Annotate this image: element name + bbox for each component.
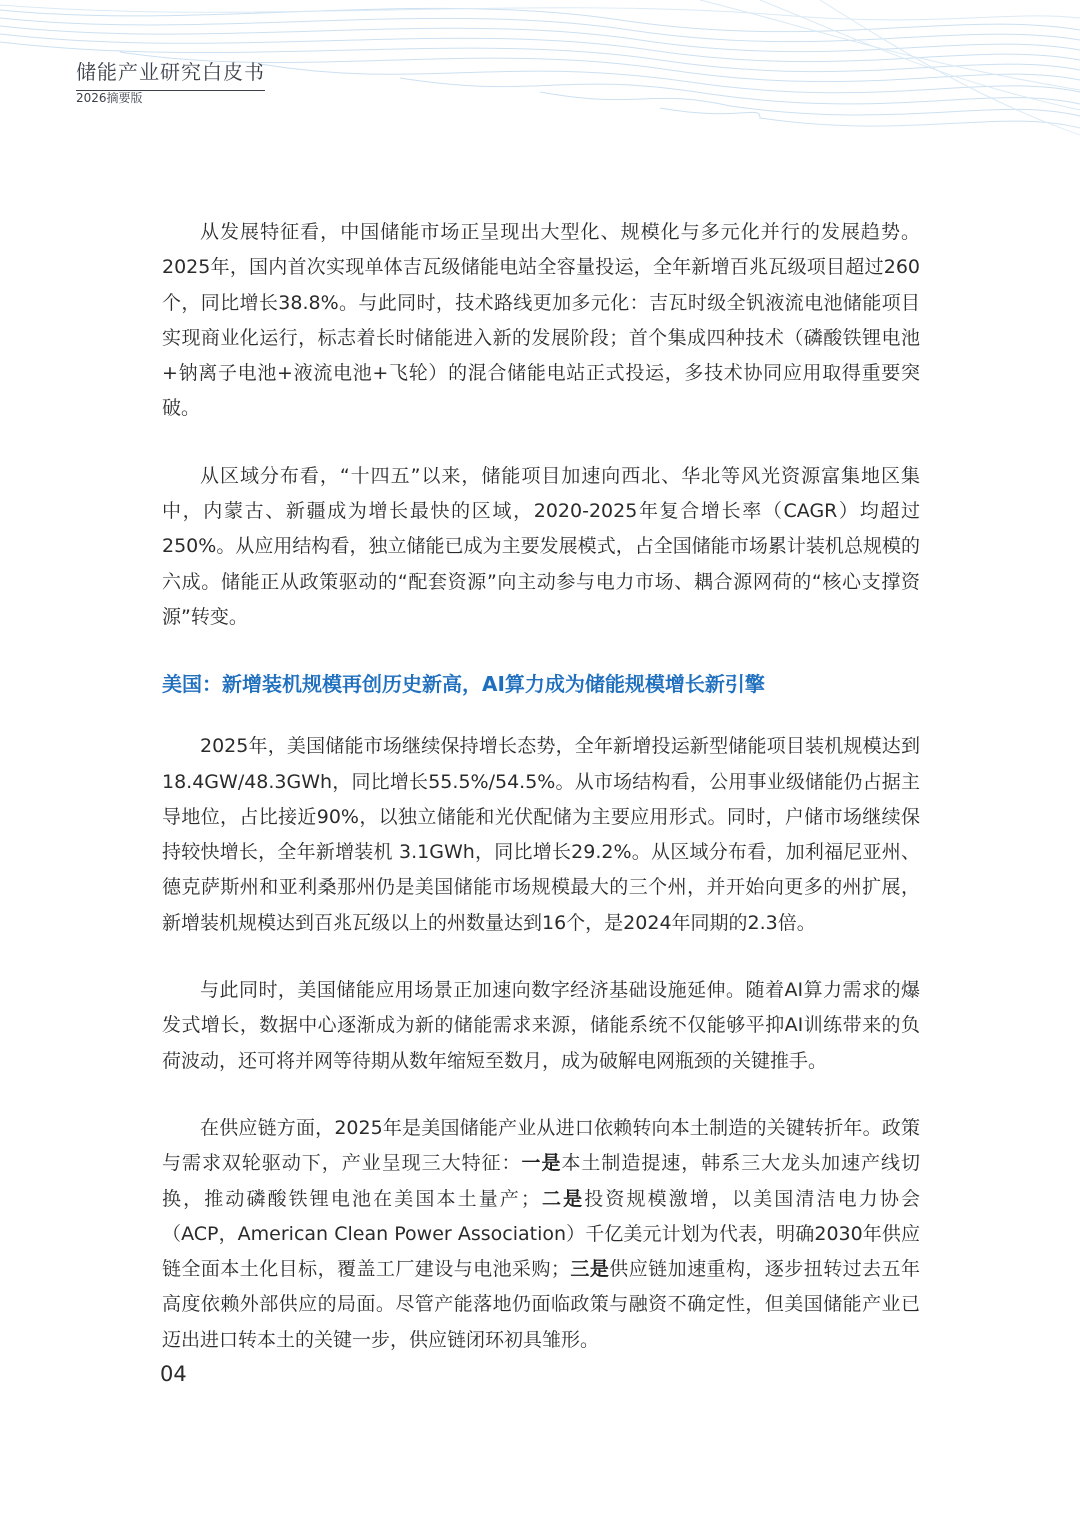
feature-one-text: 本土制造提速，韩系三大龙头加速产线切换，推动磷酸铁锂电池在美国本土量产； [162, 1152, 920, 1210]
main-content [162, 215, 920, 1390]
paragraph-us-market: 2025年，美国储能市场继续保持增长态势，全年新增投运新型储能项目装机规模达到18.4GW/48.3GWh，同比增长55.5%/54.5%。从市场结构看，公用事业级储能仍占据主导地位，占比接近90%，以独立储能和光伏配储为主要应用形式。同时，户储市场继续保持较快增长，全年新增装机 3.1GWh，同比增长29.2%。从区域分布看，加利福尼亚州、德克萨斯州和亚利桑那州仍是美国储能市场规模最大的三个州，并开始向更多的州扩展，新增装机规模达到百兆瓦级以上的州数量达到16个，是2024年同期的2.3倍。 [162, 735, 920, 934]
section-heading-us: 美国：新增装机规模再创历史新高，AI算力成为储能规模增长新引擎 [162, 672, 765, 697]
paragraph-development-features: 从发展特征看，中国储能市场正呈现出大型化、规模化与多元化并行的发展趋势。2025年，国内首次实现单体吉瓦级储能电站全容量投运，全年新增百兆瓦级项目超过260个，同比增长38.8%。与此同时，技术路线更加多元化：吉瓦时级全钒液流电池储能项目实现商业化运行，标志着长时储能进入新的发展阶段；首个集成四种技术（磷酸铁锂电池+钠离子电池+液流电池+飞轮）的混合储能电站正式投运，多技术协同应用取得重要突破。 [162, 221, 920, 420]
document-subtitle: 2026摘要版 [76, 91, 143, 105]
paragraph-regional-distribution: 从区域分布看，“十四五”以来，储能项目加速向西北、华北等风光资源富集地区集中，内蒙古、新疆成为增长最快的区域，2020-2025年复合增长率（CAGR）均超过250%。从应用结构看，独立储能已成为主要发展模式，占全国储能市场累计装机总规模的六成。储能正从政策驱动的“配套资源”向主动参与电力市场、耦合源网荷的“核心支撑资源”转变。 [162, 464, 920, 628]
feature-three-label: 三是 [569, 1258, 610, 1281]
paragraph-us-digital-infrastructure: 与此同时，美国储能应用场景正加速向数字经济基础设施延伸。随着AI算力需求的爆发式增长，数据中心逐渐成为新的储能需求来源，储能系统不仅能够平抑AI训练带来的负荷波动，还可将并网等待期从数年缩短至数月，成为破解电网瓶颈的关键推手。 [162, 979, 920, 1072]
feature-three-text: 供应链加速重构，逐步扭转过去五年高度依赖外部供应的局面。尽管产能落地仍面临政策与融资不确定性，但美国储能产业已迈出进口转本土的关键一步，供应链闭环初具雏形。 [162, 1258, 920, 1351]
feature-two-label: 二是 [539, 1187, 585, 1210]
page-number: 04 [160, 1362, 187, 1386]
paragraph-us-supply-chain [162, 1111, 920, 1358]
feature-two-text: 投资规模激增，以美国清洁电力协会（ACP，American Clean Power Association）千亿美元计划为代表，明确2030年供应链全面本土化目标，覆盖工厂建设与电池采购； [162, 1187, 920, 1281]
document-title: 储能产业研究白皮书 [76, 56, 265, 91]
supply-chain-intro: 在供应链方面，2025年是美国储能产业从进口依赖转向本土制造的关键转折年。政策与需求双轮驱动下，产业呈现三大特征： [162, 1116, 920, 1175]
feature-one-label: 一是 [521, 1152, 562, 1175]
